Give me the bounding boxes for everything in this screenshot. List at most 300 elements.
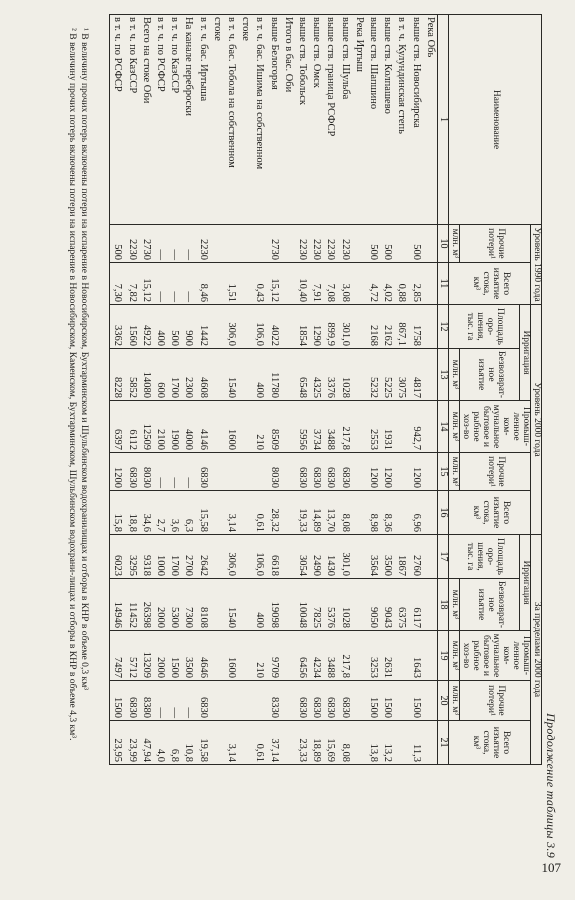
table-cell: 1430 [323, 535, 337, 579]
table-cell: 13209 [139, 631, 153, 681]
table-cell: 6375 [394, 579, 408, 631]
table-cell: 15,8 [110, 491, 125, 535]
table-cell: 4922 [139, 305, 153, 349]
row-label: выше ств. Омск [309, 15, 323, 225]
table-cell [210, 535, 224, 579]
table-row [238, 15, 252, 765]
table-cell: 3,08 [337, 263, 351, 305]
table-cell [352, 491, 366, 535]
table-cell: 8,46 [195, 263, 209, 305]
row-label: в т. ч. по КазССР [124, 15, 138, 225]
table-row [110, 15, 125, 765]
table-cell: 8108 [195, 579, 209, 631]
table-row [281, 15, 295, 765]
table-cell [238, 681, 252, 721]
table-cell: 6830 [309, 681, 323, 721]
table-cell: 500 [408, 225, 422, 263]
table-cell: 5852 [124, 349, 138, 401]
table-cell [352, 631, 366, 681]
header-area-2000: Площадь оро-шения, тыс. га [449, 305, 520, 349]
table-row [394, 15, 408, 765]
column-number: 15 [437, 453, 449, 491]
unit-return-2000: млн. м³ [449, 349, 460, 401]
table-cell [224, 453, 238, 491]
table-cell: 1442 [195, 305, 209, 349]
table-cell: 2230 [323, 225, 337, 263]
table-cell: 2631 [380, 631, 394, 681]
table-cell: 301,0 [337, 535, 351, 579]
table-cell: 2,85 [408, 263, 422, 305]
table-cell: 8509 [266, 401, 280, 453]
table-cell: 14,89 [309, 491, 323, 535]
table-cell: 4022 [266, 305, 280, 349]
table-cell: 6830 [195, 453, 209, 491]
table-cell: 2168 [366, 305, 380, 349]
row-label: выше ств. Колпашево [380, 15, 394, 225]
table-row [153, 15, 167, 765]
table-cell: 6,8 [167, 721, 181, 765]
table-cell: 2230 [195, 225, 209, 263]
column-number: 16 [437, 491, 449, 535]
table-cell: 3,14 [224, 721, 238, 765]
header-other-1990: Прочие потери¹ [460, 225, 531, 263]
row-label: стоке [210, 15, 224, 225]
table-cell [238, 453, 252, 491]
table-cell [281, 349, 295, 401]
table-cell: 8,08 [337, 721, 351, 765]
table-cell: 9318 [139, 535, 153, 579]
table-cell [210, 453, 224, 491]
table-cell: 1700 [167, 535, 181, 579]
rotated-table-block [18, 14, 558, 864]
table-cell: 217,8 [337, 631, 351, 681]
table-cell: 4608 [195, 349, 209, 401]
header-industrial-2000: Промыш-ленное ком-мунальное бытовое и рыбное хоз-во [460, 401, 531, 453]
table-cell [238, 491, 252, 535]
table-cell: 500 [366, 225, 380, 263]
footnote-1: ¹ В величину прочих потерь включены потери на испарение в Новосибирском, Бухтарминском и Шульбинском водохранилищах и отборы в КНР в объеме 0,3 км³ [79, 28, 90, 691]
table-cell [394, 631, 408, 681]
table-cell: 5225 [380, 349, 394, 401]
table-cell: 3500 [380, 535, 394, 579]
table-cell: 3362 [110, 305, 125, 349]
row-label: выше ств. Шапшино [366, 15, 380, 225]
table-cell [281, 491, 295, 535]
table-row [380, 15, 394, 765]
table-cell: 6830 [124, 681, 138, 721]
table-cell: 4,72 [366, 263, 380, 305]
table-cell: 899,9 [323, 305, 337, 349]
table-cell: 400 [252, 579, 266, 631]
column-number: 13 [437, 349, 449, 401]
table-cell: — [167, 263, 181, 305]
table-cell [224, 225, 238, 263]
table-cell [281, 263, 295, 305]
table-cell: 2730 [139, 225, 153, 263]
table-cell: 37,14 [266, 721, 280, 765]
table-cell: 1028 [337, 579, 351, 631]
table-cell: 2230 [124, 225, 138, 263]
table-cell: — [181, 453, 195, 491]
unit-1990: млн. м³ [449, 225, 460, 263]
table-cell: 19,33 [295, 491, 309, 535]
table-cell [238, 263, 252, 305]
table-cell [224, 681, 238, 721]
table-cell: 4234 [309, 631, 323, 681]
column-number: 21 [437, 721, 449, 765]
table-cell: 9709 [266, 631, 280, 681]
table-cell: 7,82 [124, 263, 138, 305]
table-cell [252, 681, 266, 721]
table-cell: 26398 [139, 579, 153, 631]
table-cell: 1200 [408, 453, 422, 491]
table-cell: 7825 [309, 579, 323, 631]
row-label: выше ств. граница РСФСР [323, 15, 337, 225]
column-numbers-row [437, 15, 449, 765]
table-cell: 106,0 [252, 305, 266, 349]
table-cell: 4000 [181, 401, 195, 453]
table-cell [281, 681, 295, 721]
table-cell: 14080 [139, 349, 153, 401]
table-cell: 2642 [195, 535, 209, 579]
table-cell: 1600 [224, 631, 238, 681]
table-cell [423, 721, 438, 765]
table-cell: 6830 [309, 453, 323, 491]
table-cell: 5232 [366, 349, 380, 401]
table-cell: 1000 [153, 535, 167, 579]
table-cell [238, 401, 252, 453]
table-cell: 867,1 [394, 305, 408, 349]
table-cell: 11,3 [408, 721, 422, 765]
table-cell: 7497 [110, 631, 125, 681]
header-other-2000: Прочие потери¹ [460, 453, 531, 491]
table-cell: 15,58 [195, 491, 209, 535]
table-cell: 210 [252, 631, 266, 681]
header-return-2000: Безвозврат-ное изъятие [460, 349, 520, 401]
table-cell: 3295 [124, 535, 138, 579]
table-cell [210, 631, 224, 681]
table-cell: 600 [153, 349, 167, 401]
table-cell: 8030 [266, 453, 280, 491]
table-cell [423, 349, 438, 401]
table-cell: 1700 [167, 349, 181, 401]
table-cell: 2300 [181, 349, 195, 401]
table-row [252, 15, 266, 765]
table-cell: 301,0 [337, 305, 351, 349]
table-row [195, 15, 209, 765]
table-cell: 1500 [366, 681, 380, 721]
table-cell: 8228 [110, 349, 125, 401]
table-cell [394, 491, 408, 535]
table-cell: — [167, 453, 181, 491]
table-cell: 15,12 [266, 263, 280, 305]
table-cell: 942,7 [408, 401, 422, 453]
table-cell: 1500 [408, 681, 422, 721]
row-label: в т. ч. бас. Иртыша [195, 15, 209, 225]
table-cell: — [181, 681, 195, 721]
row-label: выше ств. Шульба [337, 15, 351, 225]
table-cell [352, 681, 366, 721]
table-cell: 106,0 [252, 535, 266, 579]
table-cell: 4,02 [380, 263, 394, 305]
table-cell: 23,33 [295, 721, 309, 765]
row-label: в т. ч. Кулундинская степь [394, 15, 408, 225]
header-level-1990: Уровень 1990 года [531, 225, 542, 305]
table-cell: 5300 [167, 579, 181, 631]
table-cell: 2553 [366, 401, 380, 453]
table-row [139, 15, 153, 765]
row-label: Река Иртыш [352, 15, 366, 225]
table-cell: 400 [252, 349, 266, 401]
table-cell [210, 263, 224, 305]
table-cell: 306,0 [224, 305, 238, 349]
table-cell: 4,0 [153, 721, 167, 765]
table-cell: 1931 [380, 401, 394, 453]
table-cell: 8,36 [380, 491, 394, 535]
column-number: 12 [437, 305, 449, 349]
table-cell: — [153, 225, 167, 263]
table-cell: — [181, 263, 195, 305]
table-cell: 8030 [139, 453, 153, 491]
column-number: 19 [437, 631, 449, 681]
table-row [366, 15, 380, 765]
table-cell: 1200 [380, 453, 394, 491]
table-cell [238, 225, 252, 263]
table-cell: 9050 [366, 579, 380, 631]
table-cell [352, 579, 366, 631]
table-cell: 2230 [295, 225, 309, 263]
table-cell: 19,58 [195, 721, 209, 765]
table-cell: 3500 [181, 631, 195, 681]
table-cell [210, 349, 224, 401]
header-return-beyond: Безвозврат-ное изъятие [460, 579, 520, 631]
table-cell: 6830 [323, 453, 337, 491]
table-cell: 500 [167, 305, 181, 349]
header-industrial-beyond: Промыш-ленное ком-мунальное бытовое и рыбное хоз-во [460, 631, 531, 681]
table-cell [352, 453, 366, 491]
table-cell [394, 225, 408, 263]
table-caption: Продолжение таблицы 3.9 [544, 713, 558, 858]
table-row [352, 15, 366, 765]
table-cell: 2490 [309, 535, 323, 579]
table-cell: 6830 [195, 681, 209, 721]
table-cell [423, 491, 438, 535]
table-cell: — [167, 225, 181, 263]
table-cell [238, 305, 252, 349]
row-label: стоке [238, 15, 252, 225]
table-cell [210, 721, 224, 765]
table-row [210, 15, 224, 765]
unit-industrial-beyond: млн. м³ [449, 631, 460, 681]
table-cell: 11780 [266, 349, 280, 401]
table-cell: 15,12 [139, 263, 153, 305]
column-number: 18 [437, 579, 449, 631]
table-cell: 6456 [295, 631, 309, 681]
table-cell: 6830 [295, 453, 309, 491]
table-cell: 1290 [309, 305, 323, 349]
table-cell: 4817 [408, 349, 422, 401]
table-cell: — [153, 681, 167, 721]
table-cell: 7300 [181, 579, 195, 631]
table-cell: 13,8 [366, 721, 380, 765]
table-cell: 400 [153, 305, 167, 349]
table-cell [394, 681, 408, 721]
table-cell: 3376 [323, 349, 337, 401]
table-cell: 3,6 [167, 491, 181, 535]
table-cell: 4146 [195, 401, 209, 453]
table-cell: 2000 [153, 631, 167, 681]
table-cell: 2700 [181, 535, 195, 579]
table-cell: 6830 [124, 453, 138, 491]
table-cell: 0,61 [252, 721, 266, 765]
row-label: выше Белогорья [266, 15, 280, 225]
table-cell: 0,61 [252, 491, 266, 535]
footnote-2: ² В величину прочих потерь включены потери на испарение в Новосибирском, Каменском, Бухтарминском, Шульбинском водохрани-лищах и отборы в КНР в объеме 4,3 км³. [67, 28, 78, 741]
header-area-beyond: Площадь оро-шения, тыс. га [449, 535, 520, 579]
table-cell [281, 721, 295, 765]
header-other-beyond: Прочие потери¹ [460, 681, 531, 721]
table-cell: — [153, 453, 167, 491]
table-cell: 14946 [110, 579, 125, 631]
table-cell: 500 [110, 225, 125, 263]
table-cell: 34,6 [139, 491, 153, 535]
table-body [110, 15, 438, 765]
table-cell: 1643 [408, 631, 422, 681]
table-cell: 8,08 [337, 491, 351, 535]
table-cell: 2760 [408, 535, 422, 579]
row-label: в т. ч. по КазССР [167, 15, 181, 225]
table-cell: 6548 [295, 349, 309, 401]
table-cell: 18,8 [124, 491, 138, 535]
unit-industrial-2000: млн. м³ [449, 401, 460, 453]
table-cell: 10048 [295, 579, 309, 631]
row-label: выше ств. Новосибирска [408, 15, 422, 225]
table-cell [281, 631, 295, 681]
table-cell: 6830 [337, 453, 351, 491]
table-cell [281, 535, 295, 579]
table-cell: 13,2 [380, 721, 394, 765]
table-cell: 1854 [295, 305, 309, 349]
unit-other-beyond: млн. м³ [449, 681, 460, 721]
table-cell: 3564 [366, 535, 380, 579]
table-cell [423, 263, 438, 305]
unit-other-2000: млн. м³ [449, 453, 460, 491]
table-cell [423, 401, 438, 453]
table-cell [394, 721, 408, 765]
table-row [323, 15, 337, 765]
table-cell: 1560 [124, 305, 138, 349]
table-cell: 8380 [139, 681, 153, 721]
table-cell: 2,7 [153, 491, 167, 535]
table-cell: 900 [181, 305, 195, 349]
table-cell [352, 225, 366, 263]
table-cell [423, 225, 438, 263]
table-cell: 217,8 [337, 401, 351, 453]
table-cell [210, 491, 224, 535]
table-cell: 1758 [408, 305, 422, 349]
table-cell: 11452 [124, 579, 138, 631]
table-cell: 28,32 [266, 491, 280, 535]
header-name: Наименование [449, 15, 542, 225]
table-row [295, 15, 309, 765]
table-cell [210, 401, 224, 453]
header-total-2000: Всего изъятие стока, км³ [449, 491, 531, 535]
table-cell: 1200 [366, 453, 380, 491]
table-cell: — [167, 681, 181, 721]
table-cell: 23,95 [110, 721, 125, 765]
table-cell: 5376 [323, 579, 337, 631]
table-cell [210, 579, 224, 631]
table-cell [394, 453, 408, 491]
table-cell: 210 [252, 401, 266, 453]
table-cell: 47,94 [139, 721, 153, 765]
column-number: 20 [437, 681, 449, 721]
table-cell: — [153, 263, 167, 305]
table-row [124, 15, 138, 765]
table-cell: 6830 [295, 681, 309, 721]
footnotes [66, 14, 90, 864]
table-cell [281, 453, 295, 491]
row-label: в т. ч. бас. Тобола на собственном [224, 15, 238, 225]
column-number: 14 [437, 401, 449, 453]
table-row [408, 15, 422, 765]
table-cell: 10,40 [295, 263, 309, 305]
table-cell [210, 305, 224, 349]
table-row [266, 15, 280, 765]
table-cell: 6023 [110, 535, 125, 579]
data-table [109, 14, 542, 765]
table-cell: 13,70 [323, 491, 337, 535]
header-total-beyond: Всего изъятие стока, км³ [449, 721, 531, 765]
table-cell: 15,69 [323, 721, 337, 765]
column-number: 1 [437, 15, 449, 225]
table-cell [210, 681, 224, 721]
table-cell: 1028 [337, 349, 351, 401]
table-cell: 1500 [380, 681, 394, 721]
table-cell: 8,98 [366, 491, 380, 535]
table-cell [238, 349, 252, 401]
table-cell [281, 401, 295, 453]
table-cell [238, 631, 252, 681]
table-cell: 7,91 [309, 263, 323, 305]
table-row [423, 15, 438, 765]
table-cell: 1500 [167, 631, 181, 681]
table-cell [352, 535, 366, 579]
table-cell [238, 721, 252, 765]
table-cell: 2730 [266, 225, 280, 263]
table-cell: 500 [380, 225, 394, 263]
table-cell: 306,0 [224, 535, 238, 579]
table-cell: 12509 [139, 401, 153, 453]
table-cell: 3054 [295, 535, 309, 579]
table-cell: 6397 [110, 401, 125, 453]
row-label: выше ств. Тобольск [295, 15, 309, 225]
row-label: в т. ч. по РСФСР [153, 15, 167, 225]
table-cell: 1867 [394, 535, 408, 579]
header-irrigation-2000: Ирригация [520, 305, 531, 401]
header-level-2000: Уровень 2000 года [531, 305, 542, 535]
table-row [181, 15, 195, 765]
table-cell: 10,8 [181, 721, 195, 765]
table-cell [423, 579, 438, 631]
table-cell [423, 453, 438, 491]
table-row [337, 15, 351, 765]
table-cell: 6,96 [408, 491, 422, 535]
table-cell: 5956 [295, 401, 309, 453]
table-cell: 1540 [224, 349, 238, 401]
table-cell: 0,43 [252, 263, 266, 305]
table-cell: 0,88 [394, 263, 408, 305]
